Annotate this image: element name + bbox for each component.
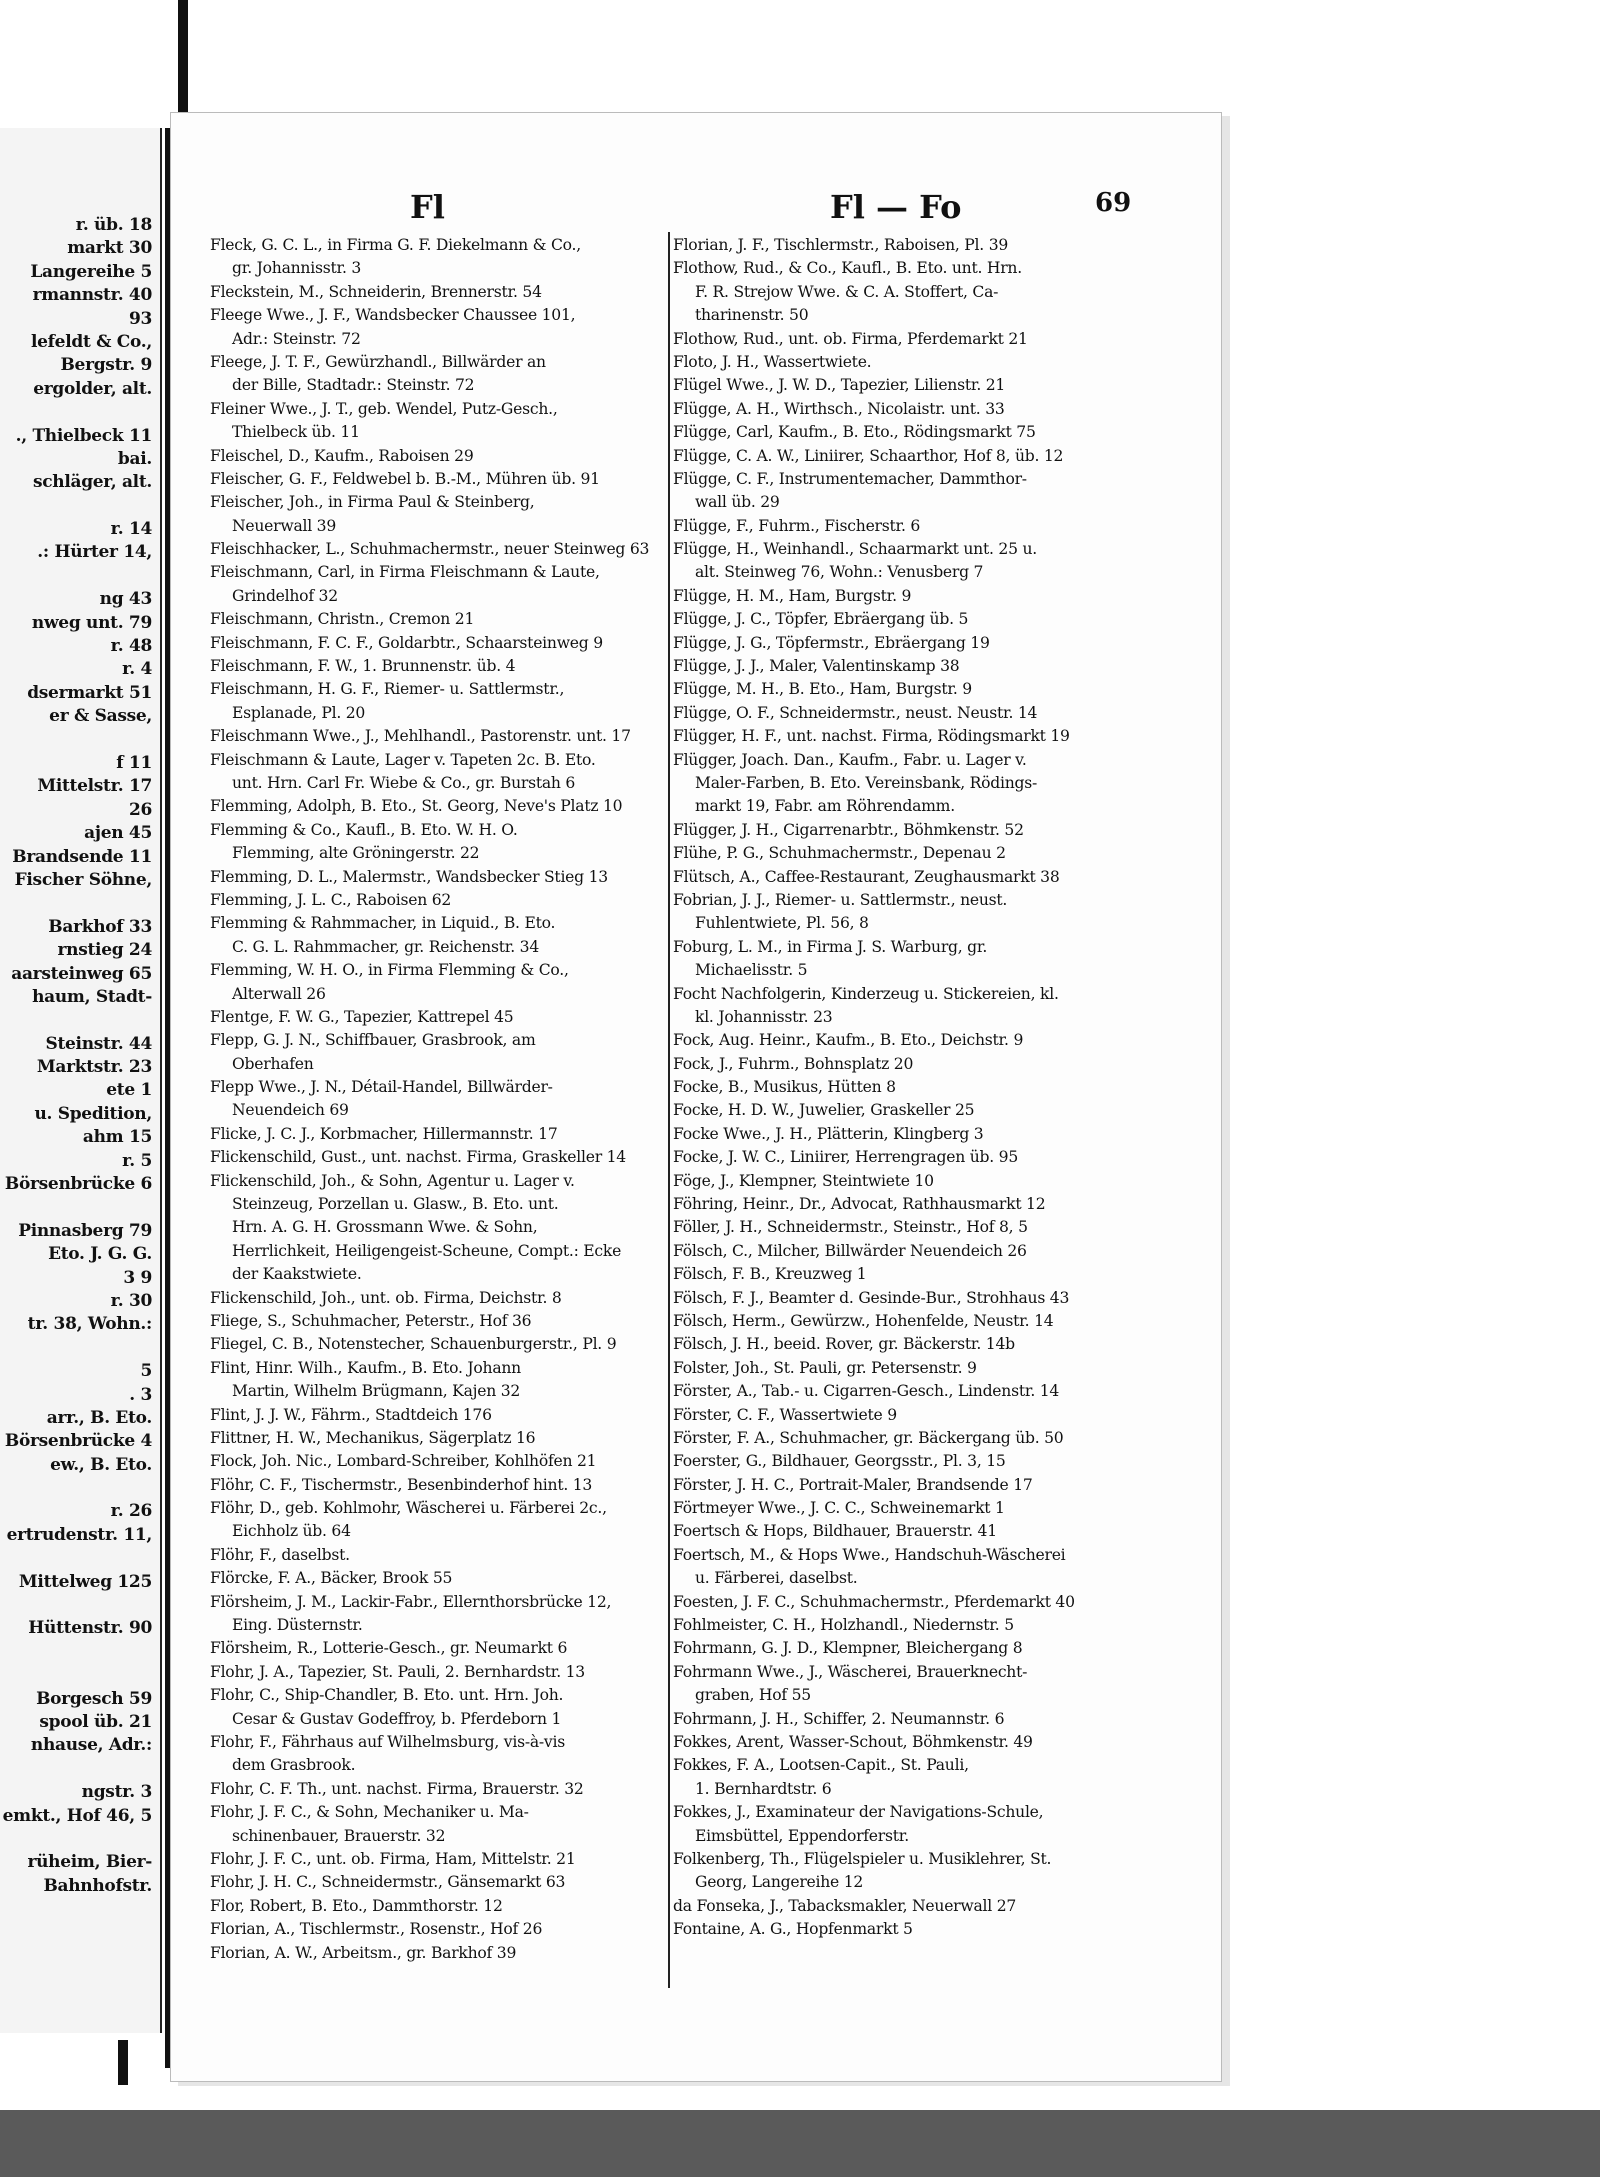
entry-continuation-line: Eing. Düsternstr. xyxy=(232,1616,363,1635)
directory-entry: Fleege Wwe., J. F., Wandsbecker Chaussee 101, xyxy=(210,306,576,325)
left-fragment-line: rüheim, Bier- xyxy=(27,1852,152,1873)
entry-continuation-line: Martin, Wilhelm Brügmann, Kajen 32 xyxy=(232,1382,521,1401)
directory-entry: Fölsch, Herm., Gewürzw., Hohenfelde, Neustr. 14 xyxy=(673,1311,1054,1330)
left-fragment-line: r. 14 xyxy=(110,519,152,540)
directory-entry: Flemming, D. L., Malermstr., Wandsbecker Stieg 13 xyxy=(210,867,608,886)
left-fragment-line: ete 1 xyxy=(106,1080,152,1101)
directory-entry: Flügge, O. F., Schneidermstr., neust. Neustr. 14 xyxy=(673,703,1038,722)
left-fragment-line: 93 xyxy=(128,308,152,329)
directory-entry: Flemming, Adolph, B. Eto., St. Georg, Neve's Platz 10 xyxy=(210,797,623,816)
left-fragment-line: r. 4 xyxy=(122,659,152,680)
directory-entry: Flühe, P. G., Schuhmachermstr., Depenau 2 xyxy=(673,844,1006,863)
left-fragment-line: ertrudenstr. 11, xyxy=(6,1524,152,1545)
directory-entry: Förster, C. F., Wassertwiete 9 xyxy=(673,1405,897,1424)
directory-entry: Fokkes, F. A., Lootsen-Capit., St. Pauli, xyxy=(673,1756,969,1775)
directory-entry: Flittner, H. W., Mechanikus, Sägerplatz 16 xyxy=(210,1428,536,1447)
left-fragment-line: Brandsende 11 xyxy=(12,846,152,867)
directory-entry: Florian, A., Tischlermstr., Rosenstr., Hof 26 xyxy=(210,1920,543,1939)
left-fragment-line: r. 48 xyxy=(110,636,152,657)
directory-entry: Flügge, C. F., Instrumentemacher, Dammthor- xyxy=(673,469,1027,488)
directory-entry: Fohrmann, G. J. D., Klempner, Bleichergang 8 xyxy=(673,1639,1023,1658)
left-fragment-line: .: Hürter 14, xyxy=(37,542,152,563)
left-fragment-line: ng 43 xyxy=(99,589,152,610)
directory-entry: Floto, J. H., Wassertwiete. xyxy=(673,352,872,371)
column-divider xyxy=(668,232,670,1988)
entry-continuation-line: Neuendeich 69 xyxy=(232,1101,349,1120)
entry-continuation-line: Eichholz üb. 64 xyxy=(232,1522,351,1541)
left-fragment-line: er & Sasse, xyxy=(49,706,152,727)
left-fragment-line: Borgesch 59 xyxy=(36,1688,152,1709)
directory-entry: Flügge, M. H., B. Eto., Ham, Burgstr. 9 xyxy=(673,680,972,699)
directory-entry: Föge, J., Klempner, Steintwiete 10 xyxy=(673,1171,934,1190)
directory-entry: Fleischhacker, L., Schuhmachermstr., neuer Steinweg 63 xyxy=(210,540,650,559)
directory-entry: Fleischer, Joh., in Firma Paul & Steinberg, xyxy=(210,493,535,512)
directory-entry: Fontaine, A. G., Hopfenmarkt 5 xyxy=(673,1920,913,1939)
entry-continuation-line: Maler-Farben, B. Eto. Vereinsbank, Rödings- xyxy=(695,773,1038,792)
left-fragment-line: nhause, Adr.: xyxy=(30,1735,152,1756)
directory-entry: Foesten, J. F. C., Schuhmachermstr., Pferdemarkt 40 xyxy=(673,1592,1075,1611)
directory-entry: Flothow, Rud., unt. ob. Firma, Pferdemarkt 21 xyxy=(673,329,1028,348)
left-fragment-line: nweg unt. 79 xyxy=(31,612,152,633)
directory-entry: Flor, Robert, B. Eto., Dammthorstr. 12 xyxy=(210,1896,503,1915)
entry-continuation-line: der Bille, Stadtadr.: Steinstr. 72 xyxy=(232,376,475,395)
directory-entry: Focke Wwe., J. H., Plätterin, Klingberg 3 xyxy=(673,1124,984,1143)
directory-entry: Fleischmann, H. G. F., Riemer- u. Sattlermstr., xyxy=(210,680,565,699)
left-fragment-line: arr., B. Eto. xyxy=(46,1407,152,1428)
left-fragment-line: f 11 xyxy=(116,752,152,773)
directory-entry: Fleischmann, F. C. F., Goldarbtr., Schaarsteinweg 9 xyxy=(210,633,603,652)
directory-entry: Foertsch & Hops, Bildhauer, Brauerstr. 41 xyxy=(673,1522,997,1541)
directory-entry: Flügge, A. H., Wirthsch., Nicolaistr. unt. 33 xyxy=(673,399,1005,418)
directory-entry: Fohrmann Wwe., J., Wäscherei, Brauerknecht- xyxy=(673,1662,1028,1681)
entry-continuation-line: C. G. L. Rahmmacher, gr. Reichenstr. 34 xyxy=(232,937,539,956)
left-fragment-line: r. 30 xyxy=(110,1290,152,1311)
directory-entry: Flügger, Joach. Dan., Kaufm., Fabr. u. Lager v. xyxy=(673,750,1027,769)
left-fragment-line: schläger, alt. xyxy=(32,472,152,493)
left-fragment-line: aarsteinweg 65 xyxy=(11,963,152,984)
entry-continuation-line: graben, Hof 55 xyxy=(695,1686,811,1705)
entry-continuation-line: F. R. Strejow Wwe. & C. A. Stoffert, Ca- xyxy=(695,282,999,301)
directory-entry: Fock, Aug. Heinr., Kaufm., B. Eto., Deichstr. 9 xyxy=(673,1031,1024,1050)
left-fragment-line: markt 30 xyxy=(67,238,152,259)
left-fragment-line: ergolder, alt. xyxy=(33,378,152,399)
left-fragment-line xyxy=(0,495,160,518)
header-right-running-title: Fl — Fo xyxy=(830,188,962,226)
directory-entry: Fleischer, G. F., Feldwebel b. B.-M., Mühren üb. 91 xyxy=(210,469,600,488)
directory-entry: Flohr, J. A., Tapezier, St. Pauli, 2. Bernhardstr. 13 xyxy=(210,1662,585,1681)
directory-entry: Foburg, L. M., in Firma J. S. Warburg, gr. xyxy=(673,937,988,956)
entry-continuation-line: Steinzeug, Porzellan u. Glasw., B. Eto. unt. xyxy=(232,1195,559,1214)
directory-entry: Förster, J. H. C., Portrait-Maler, Brandsende 17 xyxy=(673,1475,1033,1494)
directory-entry: Flügge, Carl, Kaufm., B. Eto., Rödingsmarkt 75 xyxy=(673,423,1036,442)
left-fragment-line: ngstr. 3 xyxy=(81,1782,152,1803)
directory-entry: Fleckstein, M., Schneiderin, Brennerstr. 54 xyxy=(210,282,542,301)
entry-continuation-line: wall üb. 29 xyxy=(695,493,780,512)
left-fragment-line xyxy=(0,401,160,424)
directory-entry: Focke, B., Musikus, Hütten 8 xyxy=(673,1078,896,1097)
directory-entry: Flepp, G. J. N., Schiffbauer, Grasbrook, am xyxy=(210,1031,536,1050)
directory-entry: Flepp Wwe., J. N., Détail-Handel, Billwärder- xyxy=(210,1078,553,1097)
directory-column-right xyxy=(673,234,1143,1942)
left-fragment-line xyxy=(0,729,160,752)
entry-continuation-line: Grindelhof 32 xyxy=(232,586,338,605)
left-fragment-line xyxy=(0,1664,160,1687)
directory-entry: Flentge, F. W. G., Tapezier, Kattrepel 45 xyxy=(210,1007,514,1026)
left-fragment-line: rmannstr. 40 xyxy=(32,285,152,306)
directory-entry: da Fonseka, J., Tabacksmakler, Neuerwall 27 xyxy=(673,1896,1017,1915)
directory-entry: Flöhr, C. F., Tischermstr., Besenbinderhof hint. 13 xyxy=(210,1475,593,1494)
left-fragment-line: Pinnasberg 79 xyxy=(18,1220,152,1241)
entry-continuation-line: gr. Johannisstr. 3 xyxy=(232,259,362,278)
directory-entry: Flügge, J. C., Töpfer, Ebräergang üb. 5 xyxy=(673,610,969,629)
binding-shadow-bottom xyxy=(118,2040,128,2085)
directory-entry: Flohr, J. F. C., & Sohn, Mechaniker u. Ma- xyxy=(210,1803,529,1822)
entry-continuation-line: Thielbeck üb. 11 xyxy=(232,423,360,442)
directory-entry: Fleiner Wwe., J. T., geb. Wendel, Putz-Gesch., xyxy=(210,399,558,418)
directory-entry: Fokkes, Arent, Wasser-Schout, Böhmkenstr. 49 xyxy=(673,1733,1033,1751)
directory-entry: Flörsheim, J. M., Lackir-Fabr., Ellernthorsbrücke 12, xyxy=(210,1592,612,1611)
directory-entry: Fohrmann, J. H., Schiffer, 2. Neumannstr. 6 xyxy=(673,1709,1005,1728)
left-fragment-line xyxy=(0,1594,160,1617)
left-fragment-line: 26 xyxy=(128,799,152,820)
entry-continuation-line: Michaelisstr. 5 xyxy=(695,961,808,980)
left-fragment-line: ahm 15 xyxy=(82,1127,152,1148)
left-page-edge xyxy=(0,128,162,2033)
directory-entry: Focht Nachfolgerin, Kinderzeug u. Stickereien, kl. xyxy=(673,984,1059,1003)
directory-entry: Foerster, G., Bildhauer, Georgsstr., Pl. 3, 15 xyxy=(673,1452,1006,1471)
directory-entry: Fleischmann & Laute, Lager v. Tapeten 2c. B. Eto. xyxy=(210,750,596,769)
directory-entry: Flügge, J. G., Töpfermstr., Ebräergang 19 xyxy=(673,633,990,652)
directory-entry: Fleck, G. C. L., in Firma G. F. Diekelmann & Co., xyxy=(210,236,581,254)
left-fragment-line: haum, Stadt- xyxy=(32,986,152,1007)
left-fragment-line: Mittelstr. 17 xyxy=(37,776,152,797)
directory-entry: Flügge, F., Fuhrm., Fischerstr. 6 xyxy=(673,516,921,535)
left-fragment-line: 5 xyxy=(140,1361,152,1382)
directory-entry: Flügge, H. M., Ham, Burgstr. 9 xyxy=(673,586,912,605)
directory-entry: Flütsch, A., Caffee-Restaurant, Zeughausmarkt 38 xyxy=(673,867,1060,886)
entry-continuation-line: 1. Bernhardtstr. 6 xyxy=(695,1779,832,1798)
directory-entry: Flint, J. J. W., Fährm., Stadtdeich 176 xyxy=(210,1405,492,1424)
directory-entry: Flemming, J. L. C., Raboisen 62 xyxy=(210,890,452,909)
left-fragment-line xyxy=(0,1641,160,1664)
entry-continuation-line: kl. Johannisstr. 23 xyxy=(695,1007,833,1026)
left-fragment-line: tr. 38, Wohn.: xyxy=(27,1314,152,1335)
directory-entry: Fock, J., Fuhrm., Bohnsplatz 20 xyxy=(673,1054,914,1073)
left-fragment-line: bai. xyxy=(117,448,152,469)
entry-continuation-line: Herrlichkeit, Heiligengeist-Scheune, Compt.: Ecke xyxy=(232,1241,622,1260)
left-fragment-line: Hüttenstr. 90 xyxy=(28,1618,152,1639)
directory-entry: Flügge, H., Weinhandl., Schaarmarkt unt. 25 u. xyxy=(673,540,1037,559)
left-fragment-line: r. üb. 18 xyxy=(75,215,152,235)
directory-entry: Flügge, J. J., Maler, Valentinskamp 38 xyxy=(673,657,960,676)
left-fragment-line: Bergstr. 9 xyxy=(60,355,152,376)
directory-entry: Föhring, Heinr., Dr., Advocat, Rathhausmarkt 12 xyxy=(673,1195,1046,1214)
directory-entry: Föller, J. H., Schneidermstr., Steinstr., Hof 8, 5 xyxy=(673,1218,1028,1237)
entry-continuation-line: tharinenstr. 50 xyxy=(695,306,809,325)
entry-continuation-line: Fuhlentwiete, Pl. 56, 8 xyxy=(695,914,869,933)
directory-entry: Flickenschild, Joh., unt. ob. Firma, Deichstr. 8 xyxy=(210,1288,562,1307)
left-fragment-line xyxy=(0,1828,160,1851)
left-fragment-line: ., Thielbeck 11 xyxy=(15,425,152,446)
left-fragment-line: rnstieg 24 xyxy=(57,940,152,961)
left-fragment-line xyxy=(0,565,160,588)
directory-entry: Fleischel, D., Kaufm., Raboisen 29 xyxy=(210,446,474,465)
left-fragment-line: ew., B. Eto. xyxy=(50,1454,152,1475)
left-fragment-line: 3 9 xyxy=(123,1267,152,1288)
directory-entry: Flemming, W. H. O., in Firma Flemming & Co., xyxy=(210,961,569,980)
directory-entry: Flohr, C., Ship-Chandler, B. Eto. unt. Hrn. Joh. xyxy=(210,1686,564,1705)
directory-column-left xyxy=(210,234,670,1965)
directory-entry: Fleege, J. T. F., Gewürzhandl., Billwärder an xyxy=(210,352,546,371)
left-fragment-line: r. 5 xyxy=(122,1150,152,1171)
directory-entry: Focke, J. W. C., Liniirer, Herrengragen üb. 95 xyxy=(673,1148,1019,1167)
entry-continuation-line: schinenbauer, Brauerstr. 32 xyxy=(232,1826,446,1845)
entry-continuation-line: Eimsbüttel, Eppendorferstr. xyxy=(695,1826,909,1845)
directory-entry: Fleischmann, Christn., Cremon 21 xyxy=(210,610,475,629)
directory-entry: Fleischmann, Carl, in Firma Fleischmann & Laute, xyxy=(210,563,600,582)
left-fragment-line xyxy=(0,1196,160,1219)
directory-entry: Flohr, C. F. Th., unt. nachst. Firma, Brauerstr. 32 xyxy=(210,1779,584,1798)
directory-entry: Fölsch, J. H., beeid. Rover, gr. Bäckerstr. 14b xyxy=(673,1335,1015,1354)
directory-entry: Förster, F. A., Schuhmacher, gr. Bäckergang üb. 50 xyxy=(673,1428,1064,1447)
left-page-fragments xyxy=(0,214,160,1898)
left-fragment-line: Barkhof 33 xyxy=(48,916,152,937)
left-fragment-line xyxy=(0,892,160,915)
header-left-running-title: Fl xyxy=(410,188,445,226)
entry-continuation-line: Hrn. A. G. H. Grossmann Wwe. & Sohn, xyxy=(232,1218,538,1237)
entry-continuation-line: markt 19, Fabr. am Röhrendamm. xyxy=(695,797,955,816)
entry-continuation-line: Neuerwall 39 xyxy=(232,516,337,535)
directory-entry: Fleischmann Wwe., J., Mehlhandl., Pastorenstr. unt. 17 xyxy=(210,727,631,746)
left-fragment-line: emkt., Hof 46, 5 xyxy=(2,1805,152,1826)
directory-entry: Flöhr, D., geb. Kohlmohr, Wäscherei u. Färberei 2c., xyxy=(210,1499,607,1518)
entry-continuation-line: der Kaakstwiete. xyxy=(232,1265,362,1284)
left-fragment-line: Eto. J. G. G. xyxy=(48,1244,152,1265)
left-fragment-line: Mittelweg 125 xyxy=(18,1571,152,1592)
directory-entry: Förtmeyer Wwe., J. C. C., Schweinemarkt 1 xyxy=(673,1499,1005,1518)
entry-continuation-line: Cesar & Gustav Godeffroy, b. Pferdeborn 1 xyxy=(232,1709,562,1728)
directory-entry: Flock, Joh. Nic., Lombard-Schreiber, Kohlhöfen 21 xyxy=(210,1452,597,1471)
directory-entry: Fobrian, J. J., Riemer- u. Sattlermstr., neust. xyxy=(673,890,1008,909)
left-fragment-line: Steinstr. 44 xyxy=(45,1033,152,1054)
directory-entry: Folkenberg, Th., Flügelspieler u. Musiklehrer, St. xyxy=(673,1849,1052,1868)
left-fragment-line xyxy=(0,1758,160,1781)
directory-entry: Foertsch, M., & Hops Wwe., Handschuh-Wäscherei xyxy=(673,1545,1066,1564)
entry-continuation-line: unt. Hrn. Carl Fr. Wiebe & Co., gr. Burstah 6 xyxy=(232,773,576,792)
scan-bottom-band xyxy=(0,2110,1600,2177)
directory-entry: Florian, J. F., Tischlermstr., Raboisen, Pl. 39 xyxy=(673,236,1009,254)
directory-entry: Flickenschild, Gust., unt. nachst. Firma, Graskeller 14 xyxy=(210,1148,626,1167)
directory-entry: Flügge, C. A. W., Liniirer, Schaarthor, Hof 8, üb. 12 xyxy=(673,446,1064,465)
directory-entry: Flohr, J. F. C., unt. ob. Firma, Ham, Mittelstr. 21 xyxy=(210,1849,576,1868)
left-fragment-line xyxy=(0,1337,160,1360)
left-fragment-line: . 3 xyxy=(129,1384,152,1405)
directory-entry: Flöhr, F., daselbst. xyxy=(210,1545,350,1564)
directory-entry: Fölsch, F. B., Kreuzweg 1 xyxy=(673,1265,867,1284)
directory-entry: Focke, H. D. W., Juwelier, Graskeller 25 xyxy=(673,1101,975,1120)
directory-entry: Flint, Hinr. Wilh., Kaufm., B. Eto. Johann xyxy=(210,1358,521,1377)
directory-entry: Flemming & Co., Kaufl., B. Eto. W. H. O. xyxy=(210,820,518,839)
entry-continuation-line: alt. Steinweg 76, Wohn.: Venusberg 7 xyxy=(695,563,984,582)
directory-entry: Flörsheim, R., Lotterie-Gesch., gr. Neumarkt 6 xyxy=(210,1639,568,1658)
left-fragment-line xyxy=(0,1009,160,1032)
left-fragment-line xyxy=(0,1547,160,1570)
directory-entry: Fliege, S., Schuhmacher, Peterstr., Hof 36 xyxy=(210,1311,532,1330)
directory-entry: Flügel Wwe., J. W. D., Tapezier, Lilienstr. 21 xyxy=(673,376,1006,395)
directory-entry: Flemming & Rahmmacher, in Liquid., B. Eto. xyxy=(210,914,556,933)
directory-entry: Flickenschild, Joh., & Sohn, Agentur u. Lager v. xyxy=(210,1171,575,1190)
directory-entry: Förster, A., Tab.- u. Cigarren-Gesch., Lindenstr. 14 xyxy=(673,1382,1060,1401)
directory-entry: Flohr, F., Fährhaus auf Wilhelmsburg, vis-à-vis xyxy=(210,1733,565,1751)
entry-continuation-line: u. Färberei, daselbst. xyxy=(695,1569,858,1588)
left-fragment-line xyxy=(0,1477,160,1500)
entry-continuation-line: Oberhafen xyxy=(232,1054,314,1073)
entry-continuation-line: Adr.: Steinstr. 72 xyxy=(232,329,361,348)
left-fragment-line: u. Spedition, xyxy=(34,1103,152,1124)
left-fragment-line: Börsenbrücke 4 xyxy=(4,1431,152,1452)
directory-entry: Flicke, J. C. J., Korbmacher, Hillermannstr. 17 xyxy=(210,1124,558,1143)
directory-entry: Fölsch, F. J., Beamter d. Gesinde-Bur., Strohhaus 43 xyxy=(673,1288,1070,1307)
entry-continuation-line: Alterwall 26 xyxy=(232,984,326,1003)
left-fragment-line: ajen 45 xyxy=(84,823,152,844)
directory-entry: Flügger, J. H., Cigarrenarbtr., Böhmkenstr. 52 xyxy=(673,820,1024,839)
directory-entry: Fleischmann, F. W., 1. Brunnenstr. üb. 4 xyxy=(210,657,516,676)
left-fragment-line: Fischer Söhne, xyxy=(14,869,152,890)
entry-continuation-line: dem Grasbrook. xyxy=(232,1756,356,1775)
left-fragment-line: spool üb. 21 xyxy=(39,1712,152,1732)
directory-entry: Fohlmeister, C. H., Holzhandl., Niedernstr. 5 xyxy=(673,1616,1014,1635)
left-fragment-line: lefeldt & Co., xyxy=(31,331,152,352)
left-fragment-line: r. 26 xyxy=(110,1501,152,1522)
left-fragment-line: Langereihe 5 xyxy=(30,261,152,282)
entry-continuation-line: Esplanade, Pl. 20 xyxy=(232,703,366,722)
left-fragment-line: Bahnhofstr. xyxy=(43,1875,152,1896)
directory-entry: Flörcke, F. A., Bäcker, Brook 55 xyxy=(210,1569,453,1588)
left-fragment-line: dsermarkt 51 xyxy=(27,682,152,703)
directory-entry: Flothow, Rud., & Co., Kaufl., B. Eto. unt. Hrn. xyxy=(673,259,1022,278)
left-fragment-line: Marktstr. 23 xyxy=(36,1057,152,1078)
left-fragment-line: Börsenbrücke 6 xyxy=(4,1174,152,1195)
directory-entry: Fokkes, J., Examinateur der Navigations-Schule, xyxy=(673,1803,1044,1822)
directory-entry: Folster, Joh., St. Pauli, gr. Petersenstr. 9 xyxy=(673,1358,977,1377)
directory-entry: Fliegel, C. B., Notenstecher, Schauenburgerstr., Pl. 9 xyxy=(210,1335,617,1354)
entry-continuation-line: Georg, Langereihe 12 xyxy=(695,1873,864,1892)
directory-entry: Fölsch, C., Milcher, Billwärder Neuendeich 26 xyxy=(673,1241,1027,1260)
directory-entry: Florian, A. W., Arbeitsm., gr. Barkhof 39 xyxy=(210,1943,517,1962)
directory-entry: Flohr, J. H. C., Schneidermstr., Gänsemarkt 63 xyxy=(210,1873,566,1892)
directory-entry: Flügger, H. F., unt. nachst. Firma, Rödingsmarkt 19 xyxy=(673,727,1070,746)
page-number: 69 xyxy=(1095,188,1132,218)
entry-continuation-line: Flemming, alte Gröningerstr. 22 xyxy=(232,844,480,863)
